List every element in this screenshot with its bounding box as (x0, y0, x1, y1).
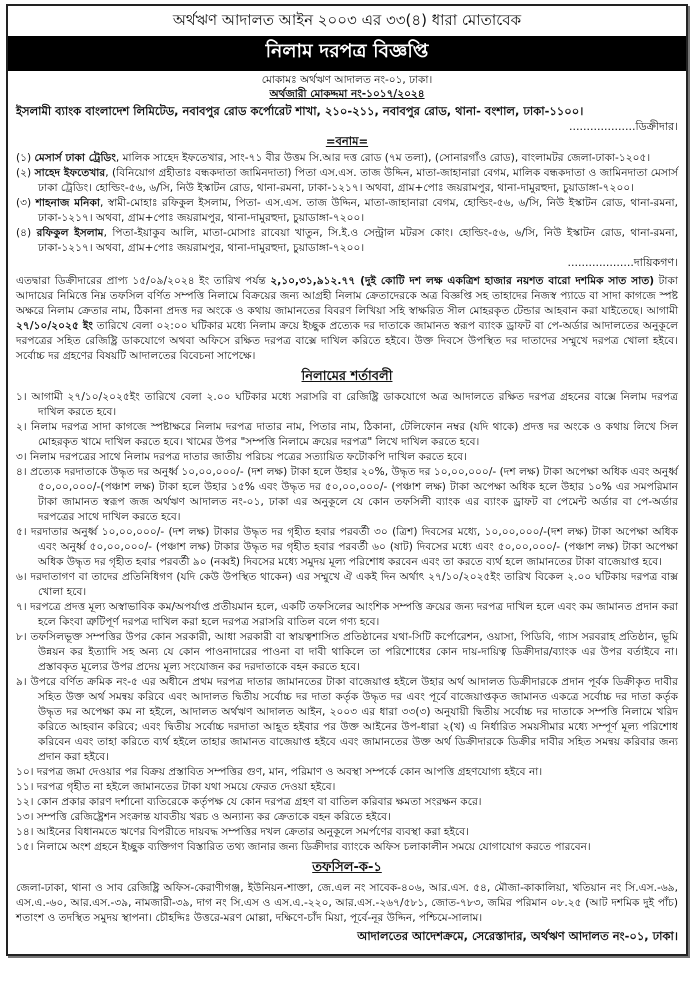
notice-text: এতদ্বারা ডিক্রীদারের প্রাপ্য ১৫/০৯/২০২৪ ইং তারিখ পর্যন্ত (16, 275, 271, 287)
tender-date: ২৭/১০/২০২৫ ইং (16, 320, 93, 332)
defendant-name: মেসার্স ঢাকা ট্রেডিং (34, 152, 116, 164)
condition-item: ১০। দরপত্র জমা দেওয়ার পর বিক্রয় প্রস্তাবিত সম্পত্তির গুণ, মান, পরিমাণ ও অবস্থা সম্পর্কে কোন আপত্তি গ্রহণযোগ্য হইবে না। (16, 766, 543, 778)
condition-item: ২। নিলাম দরপত্র সাদা কাগজে স্পষ্টাক্ষরে নিলাম দরপত্র দাতার নাম, পিতার নাম, ঠিকানা, টেলিফোন নম্বর (যদি থাকে) প্রদত্ত দর অংকে ও কথায় লিখে সিল মোহরকৃত খামে দাখিল করতে হবে। খামের উপর "সম্পত্তি নিলামে ক্রয়ের দরপত্র" লিখে দাখিল করতে হবে। (16, 421, 678, 448)
claim-amount: ২,১০,৩১,৯১২.৭৭ (দুই কোটি দশ লক্ষ একত্রিশ হাজার নয়শত বারো দশমিক সাত সাত) (270, 275, 655, 287)
law-reference: অর্থঋণ আদালত আইন ২০০৩ এর ৩৩(৪) ধারা মোতাবেক (172, 11, 522, 29)
signature: আদালতের আদেশক্রমে, সেরেস্তাদার, অর্থঋণ আদালত নং-০১, ঢাকা। (357, 929, 678, 943)
condition-item: ৯। উপরে বর্ণিত ক্রমিক নং-৫ এর অধীনে প্রথম দরপত্র দাতার জামানতের টাকা বাজেয়াপ্ত হইলে উহার অর্থ আদালত ডিক্রীদারকে প্রদান পূর্বক ডিক্রীকৃত দাবীর সহিত উক্ত অর্থ সমন্বয় করিবে এবং আদালত দ্বিতীয় সর্বোচ্চ দর দাতা কর্তৃক উদ্ধৃত দর এবং পূর্বে বাজেয়াপ্তকৃত জামানত একত্রে সর্বোচ্চ দর দাতা কর্তৃক উদ্ধৃত দর অপেক্ষা কম না হইলে, আদালত অর্থঋণ আদালত আইন, ২০০৩ এর ধারা ৩৩(৩) অনুযায়ী দ্বিতীয় সর্বোচ্চ দর দাতাকে সম্পত্তি নিলামে খরিদ করিতে আহবান করিবে; এবং দ্বিতীয় সর্বোচ্চ দরদাতা আহূত হইবার পর উক্ত আইনের উপ-ধারা ২(খ) এ নির্ধারিত সময়সীমার মধ্যে সম্পূর্ণ মূল্য পরিশোধ করিবেন এবং তাহা করিতে ব্যর্থ হইলে তাহার জামানত বাজেয়াপ্ত হইবে এবং জামানতের উক্ত অর্থ ডিক্রীদারকে ডিক্রীর দাবীর সহিত সমন্বয় করিবার জন্য প্রদান করা হইবে। (16, 676, 678, 763)
defendant-details: , মালিক সাহেদ ইফতেখার, সাং-৭১ বীর উত্তম সি.আর দত্ত রোড (৭ম তলা), (সোনারগাঁও রোড), বাংলামটর জেলা-ঢাকা-১২০৫। (115, 152, 651, 164)
defendant-details: , পিতা-ইয়াকুব আলি, মাতা-মোসাঃ রাবেয়া খাতুন, সি.ই.ও সেন্ট্রাল মটরস কোং। হোল্ডিং-৫৬, ৬/সি, নিউ ইস্কাটন রোড, থানা-রমনা, ঢাকা-১২১৭। অথবা, গ্রাম+পোঃ জয়রামপুর, থানা-দামুরহুদা, চুয়াডাঙ্গা-৭২০০। (38, 227, 678, 254)
case-number: অর্থজারী মোকদ্দমা নং-১০১৭/২০২৪ (269, 88, 425, 100)
condition-item: ১৪। আইনের বিধানমতে ঋণের বিপরীতে দায়বদ্ধ সম্পত্তির দখল ক্রেতার অনুকূলে সমর্পণের ব্যবস্থা করা হইবে। (16, 826, 469, 838)
conditions-list (16, 390, 678, 855)
defendant-name: সাহেদ ইফতেখার (34, 167, 106, 179)
plaintiff: ইসলামী ব্যাংক বাংলাদেশ লিমিটেড, নবাবপুর রোড কর্পোরেট শাখা, ২১০-২১১, নবাবপুর রোড, থানা- বংশাল, ঢাকা-১১০০। (16, 104, 584, 118)
defendant (16, 196, 678, 226)
condition-item: ৬। দরদাতাগণ বা তাদের প্রতিনিধিগণ (যদি কেউ উপস্থিত থাকেন) এর সম্মুখে ঐ একই দিন অর্থাৎ ২৭/১০/২০২৫ইং তারিখ বিকেল ২.০০ ঘটিকায় দরপত্র বাক্স খোলা হবে। (16, 571, 678, 598)
notice-body (16, 274, 678, 364)
defendant (16, 151, 678, 166)
defendant-number: (১) (16, 152, 32, 164)
versus: =বনাম= (325, 134, 369, 148)
defendant-role: ...................দায়িকগণ। (567, 256, 678, 269)
condition-item: ১২। কোন প্রকার কারণ দর্শানো ব্যতিরেকে কর্তৃপক্ষ যে কোন দরপত্র গ্রহণ বা বাতিল করিবার ক্ষমতা সংরক্ষন করে। (16, 796, 482, 808)
defendants-list (16, 151, 678, 270)
defendant (16, 166, 678, 196)
condition-item: ৪। প্রত্যেক দরদাতাকে উদ্ধৃত দর অনুর্ধ্ব ১০,০০,০০০/- (দশ লক্ষ) টাকা হলে উহার ২০%, উদ্ধৃত দর ১০,০০,০০০/- (দশ লক্ষ) টাকা অপেক্ষা অধিক এবং অনুর্ধ্ব ৫০,০০,০০০/-(পঞ্চাশ লক্ষ) টাকা হলে উহার ১৫% এবং উদ্ধৃত দর ৫০,০০,০০০/- (পঞ্চাশ লক্ষ) টাকা অপেক্ষা অধিক হলে উহার ১০% এর সমপরিমান টাকা জামানত স্বরূপ জজ অর্থঋণ আদালত নং-০১, ঢাকা এর অনুকূলে যে কোন তফসিলী ব্যাংক এর ব্যাংক ড্রাফট বা পেমেন্ট অর্ডার বা পে-অর্ডার দরপত্রের সাথে দাখিল করতে হবে। (16, 466, 678, 523)
defendant-number: (২) (16, 167, 32, 179)
notice-text: তারিখে বেলা ০২:০০ ঘটিকার মধ্যে নিলাম ক্রয়ে ইচ্ছুক প্রত্যেক দর দাতাকে জামানত স্বরূপ ব্যাংক ড্রাফট বা পে-অর্ডার আদালতের অনুকূলে দরপত্রের সহিত রেজিষ্ট্রি ডাকযোগে অথবা অফিসে রক্ষিত দরপত্র বাক্সে দাখিল করিতে হইবে। উক্ত দিবসে উপস্থিত দর দাতাদের সম্মুখে দরপত্র খোলা হইবে। সর্বোচ্চ দর গ্রহণের বিষয়টি আদালতের বিবেচনা সাপেক্ষে। (16, 320, 678, 362)
condition-item: ১। আগামী ২৭/১০/২০২৫ইং তারিখে বেলা ২.০০ ঘটিকার মধ্যে সরাসরি বা রেজিষ্ট্রি ডাকযোগে অত্র আদালতে রক্ষিত দরপত্র গ্রহনের বাক্সে নিলাম দরপত্র দাখিল করতে হবে। (16, 391, 678, 418)
defendant-name: রফিকুল ইসলাম (36, 227, 104, 239)
conditions-title: নিলামের শর্তাবলী (301, 369, 393, 384)
defendant-number: (৪) (16, 227, 32, 239)
schedule-text: জেলা-ঢাকা, থানা ও সাব রেজিষ্ট্রি অফিস-কেরাণীগঞ্জ, ইউনিয়ন-শাক্তা, জে.এল নং সাবেক-৪০৬, আর.এস. ৫৪, মৌজা-কাকালিয়া, খতিয়ান নং সি.এস.-৬৯, এস.এ.-৬০, আর.এস.-৩৯, নামজারী-৩৯, দাগ নং সি.এস ও এস.এ.-২২০, আর.এস.-২৬৭/৫৮১, জোত-৭৮৩, জমির পরিমান ০৮.২৫ (আট দশমিক দুই পাঁচ) শতাংশ ও তদস্থিত সমুদয় স্থাপনা। চৌহদ্দিঃ উত্তরে-মরণ মোল্লা, দক্ষিণে-চাঁদ মিয়া, পূর্বে-নূর উদ্দিন, পশ্চিমে-সালাম। (16, 882, 678, 924)
defendant-number: (৩) (16, 197, 32, 209)
court-name: মোকামঃ অর্থঋণ আদালত নং-০১, ঢাকা। (261, 74, 433, 86)
plaintiff-role: ...................ডিক্রীদার। (569, 120, 678, 133)
defendant-details: , স্বামী-মোহাঃ রফিকুল ইসলাম, পিতা- এস.এস. তাজ উদ্দিন, মাতা-জাহানারা বেগম, হোল্ডিং-৫৬, ৬/সি, নিউ ইস্কাটন রোড, থানা-রমনা, ঢাকা-১২১৭। অথবা, গ্রাম+পোঃ জয়রামপুর, থানা-দামুরহুদা, চুয়াডাঙ্গা-৭২০০। (38, 197, 679, 224)
defendant-name: শাহনাজ মনিকা (35, 197, 100, 209)
notice-title: নিলাম দরপত্র বিজ্ঞপ্তি (8, 36, 686, 71)
defendant (16, 226, 678, 256)
schedule-title: তফসিল-ক-১ (312, 860, 382, 875)
condition-item: ১১। দরপত্র গৃহীত না হইলে জামানতের টাকা যথা সময়ে ফেরত দেওয়া হইবে। (16, 781, 336, 793)
condition-item: ৩। নিলাম দরপত্রের সাথে নিলাম দরপত্র দাতার জাতীয় পরিচয় পত্রের সত্যায়িত ফটোকপি দাখিল করতে হবে। (16, 451, 467, 463)
defendant-details: , (বিনিয়োগ গ্রহীতাঃ বন্ধকদাতা জামিনদাতা) পিতা এস.এস. তাজ উদ্দিন, মাতা-জাহানারা বেগম, মালিক বন্ধকদাতা ও জামিনদাতা মেসার্স ঢাকা ট্রেডিং। হোল্ডিং-৫৬, ৬/সি, নিউ ইস্কাটন রোড, থানা-রমনা, ঢাকা-১২১৭। অথবা, গ্রাম+পোঃ জয়রামপুর, থানা-দামুরহুদা, চুয়াডাঙ্গা-৭২০০। (38, 167, 678, 194)
condition-item: ৭। দরপত্রে প্রদত্ত মূল্য অস্বাভাবিক কম/অপর্যাপ্ত প্রতীয়মান হলে, একটি তফসিলের আংশিক সম্পত্তি ক্রয়ের জন্য দরপত্র দাখিল হলে এবং কম জামানত প্রদান করা হলে কিংবা ত্রুটিপূর্ণ দরপত্র দাখিল করা হলে দরপত্র সরাসরি বাতিল বলে গণ্য হবে। (16, 601, 678, 628)
auction-notice (6, 4, 688, 956)
condition-item: ১৫। নিলামে অংশ গ্রহনে ইচ্ছুক ব্যক্তিগণ বিস্তারিত তথ্য জানার জন্য ডিক্রীদার ব্যাংকে অফিস চলাকালীন সময়ে যোগাযোগ করতে পারবেন। (16, 841, 591, 853)
condition-item: ৫। দরদাতার অনুর্ধ্ব ১০,০০,০০০/- (দশ লক্ষ) টাকার উদ্ধৃত দর গৃহীত হবার পরবর্তী ৩০ (ত্রিশ) দিবসের মধ্যে, ১০,০০,০০০/-(দশ লক্ষ) টাকা অপেক্ষা অধিক এবং অনুর্ধ্ব ৫০,০০,০০০/- (পঞ্চাশ লক্ষ) টাকার উদ্ধৃত দর গৃহীত হবার পরবর্তী ৬০ (ষাট) দিবসের মধ্যে এবং ৫০,০০,০০০/- (পঞ্চাশ লক্ষ) টাকা অপেক্ষা অধিক উদ্ধৃত দর গৃহীত হবার পরবর্তী ৯০ (নব্বই) দিবসের মধ্যে সমুদয় মূল্য পরিশোধ করবেন এবং তা করতে ব্যর্থ হলে জামানতের টাকা বাজেয়াপ্ত হবে। (16, 526, 678, 568)
condition-item: ১৩। সম্পত্তি রেজিষ্ট্রেশন সংক্রান্ত যাবতীয় খরচ ও অন্যান্য কর ক্রেতাকে বহন করিতে হইবে। (16, 811, 391, 823)
condition-item: ৮। তফসিলভূক্ত সম্পত্তির উপর কোন সরকারী, আধা সরকারী বা স্বায়ত্বশাসিত প্রতিষ্ঠানের যথা-সিটি কর্পোরেশন, ওয়াসা, পিডিবি, গ্যাস সরবরাহ প্রতিষ্ঠান, ভূমি উন্নয়ন কর ইত্যাদি সহ অন্য যে কোন পাওনাদারের পাওনা বা দাবী থাকিলে তা পরিশোধের কোন দায়-দায়িত্ব ডিক্রীদার/ব্যাংক এর উপর বর্তাইবে না। প্রস্তাবকৃত মূল্যের উপর প্রদেয় মূল্য সংযোজন কর দরদাতাকে বহন করতে হবে। (16, 631, 678, 673)
notice-text: টাকা আদায়ের নিমিত্তে নিম্ন তফসিল বর্ণিত সম্পত্তি নিলামে বিক্রয়ের জন্য আগ্রহী নিলাম ক্রেতাদেরকে অত্র বিজ্ঞপ্তি সহ তাহাদের নিজস্ব প্যাডে বা সাদা কাগজে স্পষ্ট অক্ষরে নিলাম ক্রেতার নাম, ঠিকানা প্রদত্ত দর অংকে ও কথায় জামানতের বিবরণ লিখিয়া সহি স্বাক্ষরিত সীল মোহরকৃত টেন্ডার আহবান করা যাইতেছে। আগামী (16, 275, 678, 317)
